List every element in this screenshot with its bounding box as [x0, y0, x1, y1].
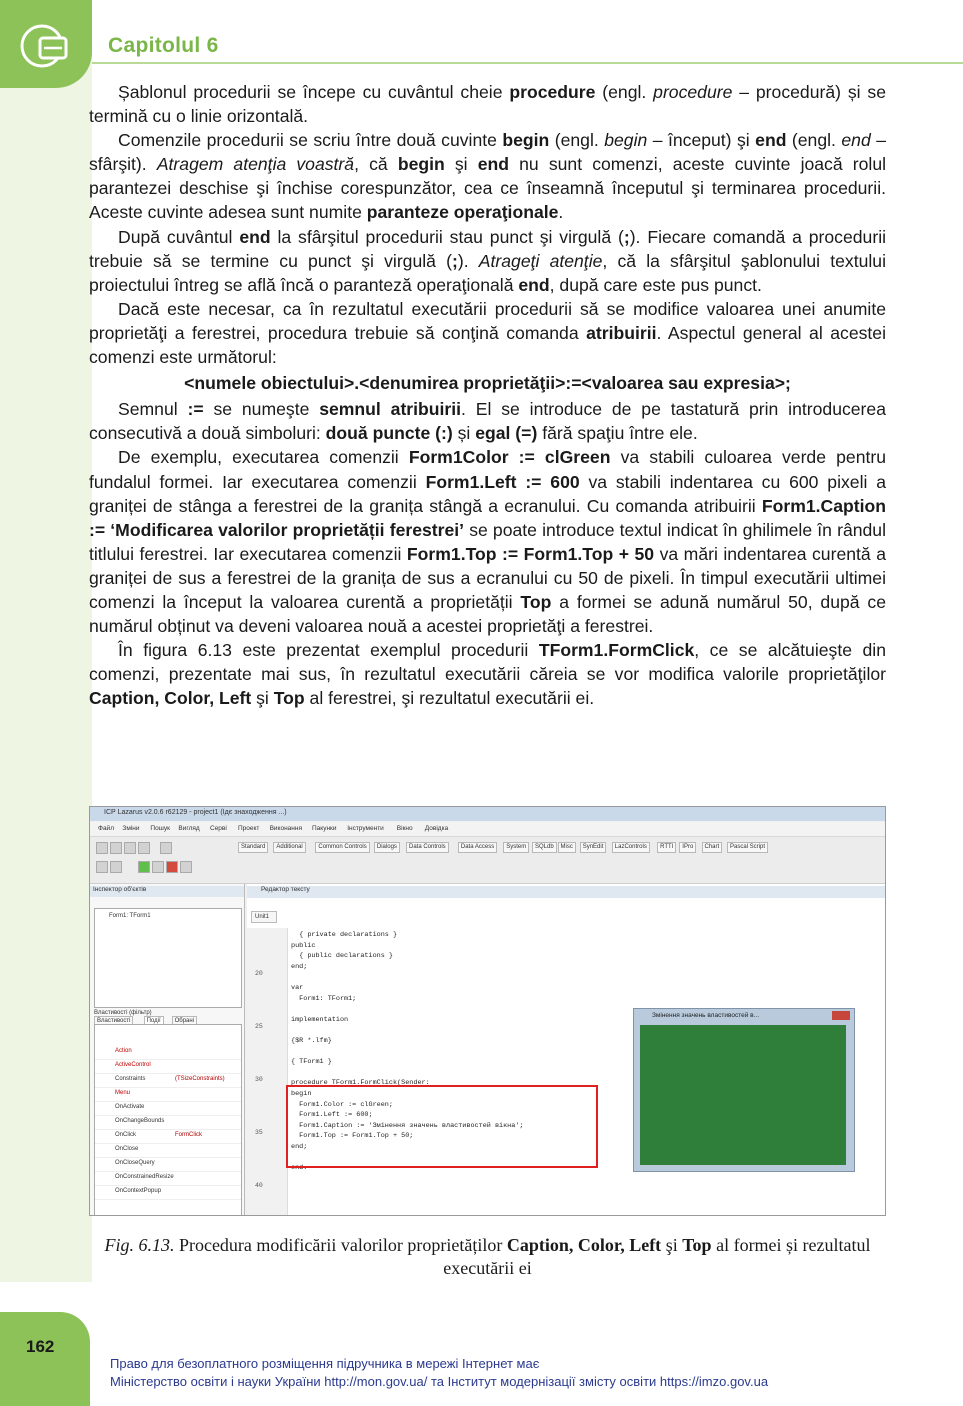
stop-icon	[166, 861, 178, 873]
event-row[interactable]	[95, 1045, 241, 1060]
ide-toolbar	[90, 837, 885, 884]
menu-item[interactable]: Виконання	[269, 825, 302, 832]
form-client-area	[640, 1025, 846, 1165]
event-name: OnConstrainedResize	[115, 1174, 174, 1180]
form-title: Змінення значень властивостей в...	[652, 1012, 760, 1019]
new-file-icon	[96, 842, 108, 854]
event-row[interactable]	[95, 1171, 241, 1186]
paragraph-group-1	[89, 80, 886, 369]
footer-line-2: Міністерство освіти і науки України http://mon.gov.ua/ та Інститут модернізації змісту освіти https://imzo.gov.ua	[110, 1374, 769, 1389]
menu-item[interactable]: Вигляд	[178, 825, 200, 832]
object-inspector	[90, 884, 245, 1216]
save-all-icon	[138, 842, 150, 854]
event-name: OnClose	[115, 1146, 139, 1152]
event-value: FormClick	[175, 1132, 202, 1138]
event-row[interactable]	[95, 1115, 241, 1130]
event-row[interactable]	[95, 1185, 241, 1200]
event-row[interactable]	[95, 1101, 241, 1116]
palette-tab[interactable]: SynEdit	[580, 842, 607, 853]
tree-item: Form1: TForm1	[109, 913, 151, 919]
palette-tab[interactable]: Additional	[273, 842, 305, 853]
paragraph-b-3: În figura 6.13 este prezentat exemplul procedurii TForm1.FormClick, ce se alcătuieşte din comenzi, prezentate mai sus, în rezultatul executării căreia se vor modifica valorile proprietăţilor Caption, Color, Left şi Top al ferestrei, şi rezultatul executării ei.	[89, 640, 886, 709]
syntax-line: <numele obiectului>.<denumirea proprietăţii>:=<valoarea sau expresia>;	[184, 373, 791, 394]
save-icon	[124, 842, 136, 854]
menu-item[interactable]: Проект	[238, 825, 260, 832]
editor-title: Редактор тексту	[247, 886, 886, 898]
filter-label: Властивості (фільтр)	[94, 1010, 152, 1016]
menu-item[interactable]: Довідка	[424, 825, 449, 832]
menu-item[interactable]: Серві	[210, 825, 227, 832]
menu-item[interactable]: Інструменти	[347, 825, 384, 832]
event-name: OnActivate	[115, 1104, 145, 1110]
palette-tab[interactable]: Misc	[558, 842, 576, 853]
inspector-tab[interactable]: Події	[144, 1016, 164, 1027]
event-name: OnChangeBounds	[115, 1118, 165, 1124]
inspector-title: Інспектор об'єктів	[90, 886, 244, 897]
form-icon	[160, 842, 172, 854]
component-tree	[94, 908, 242, 1008]
line-gutter	[247, 928, 288, 1216]
palette-tab[interactable]: Chart	[702, 842, 723, 853]
ide-titlebar	[90, 807, 885, 821]
palette-tab[interactable]: LazControls	[612, 842, 650, 853]
inspector-tab[interactable]: Обрані	[172, 1016, 197, 1027]
line-number: 40	[255, 1182, 263, 1189]
event-row[interactable]	[95, 1059, 241, 1074]
events-grid	[94, 1024, 242, 1216]
menu-item[interactable]: Вікно	[396, 825, 413, 832]
footer-notice	[110, 1355, 950, 1391]
ide-screenshot-figure	[89, 806, 886, 1216]
menu-item[interactable]: Файл	[98, 825, 114, 832]
event-row[interactable]	[95, 1073, 241, 1088]
event-value: (TSizeConstraints)	[175, 1076, 225, 1082]
palette-tab[interactable]: Dialogs	[374, 842, 400, 853]
palette-tab[interactable]: Common Controls	[315, 842, 369, 853]
event-name: ActiveControl	[115, 1062, 151, 1068]
highlight-box	[286, 1085, 598, 1168]
palette-tab[interactable]: SQLdb	[532, 842, 557, 853]
palette-tab[interactable]: Data Access	[458, 842, 497, 853]
ide-window-title: ІСР Lazarus v2.0.6 r62129 - project1 (Ідє знаходження ...)	[104, 809, 287, 816]
line-number: 25	[255, 1023, 263, 1030]
palette-tab[interactable]: IPro	[679, 842, 696, 853]
paragraph-b-1: Semnul := se numeşte semnul atribuirii. El se introduce de pe tastatură prin introducerea consecutivă a două simboluri: două puncte (:) și egal (=) fără spaţiu între ele.	[89, 399, 886, 444]
open-icon	[110, 842, 122, 854]
menu-item[interactable]: Зміни	[122, 825, 140, 832]
computer-icon	[18, 22, 70, 70]
editor-tab: Unit1	[251, 911, 277, 923]
paragraph-2: Comenzile procedurii se scriu între două cuvinte begin (engl. begin – început) şi end (engl. end – sfârşit). Atragem atenţia voastră, că begin şi end nu sunt comenzi, aceste cuvinte joacă rolul parantezei deschise şi închise corespunzător, cea ce înseamnă începutul şi terminarea procedurii. Aceste cuvinte adesea sunt numite paranteze operaţionale.	[89, 130, 887, 223]
palette-tab[interactable]: Pascal Script	[727, 842, 768, 853]
run-icon	[138, 861, 150, 873]
event-name: OnContextPopup	[115, 1188, 162, 1194]
line-number: 20	[255, 970, 263, 977]
event-row[interactable]	[95, 1129, 241, 1144]
paragraph-3: După cuvântul end la sfârşitul procedurii stau punct şi virgulă (;). Fiecare comandă a procedurii trebuie să se termine cu punct şi virgulă (;). Atrageţi atenţie, că la sfârşitul şablonului textului proiectului întreg se află încă o paranteză operaţională end, după care este pus punct.	[89, 226, 887, 295]
palette-tab[interactable]: RTTI	[657, 842, 676, 853]
figure-label: Fig. 6.13.	[104, 1235, 175, 1255]
menu-item[interactable]: Пакунки	[312, 825, 337, 832]
event-row[interactable]	[95, 1157, 241, 1172]
figure-caption: Fig. 6.13. Procedura modificării valorilor proprietăților Caption, Color, Left şi Top al formei și rezultatul executării ei	[104, 1235, 871, 1278]
chapter-corner-tab	[0, 0, 92, 88]
paragraph-group-2	[89, 397, 886, 710]
running-form-window	[633, 1008, 855, 1172]
step-icon	[180, 861, 192, 873]
ide-menubar	[90, 822, 885, 837]
body-text	[89, 80, 886, 710]
event-name: Menu	[115, 1090, 131, 1096]
event-row[interactable]	[95, 1143, 241, 1158]
palette-tab[interactable]: System	[503, 842, 529, 853]
paragraph-4: Dacă este necesar, ca în rezultatul executării procedurii să se modifice valoarea unei anumite proprietăţi a ferestrei, procedura trebuie să conţină comanda atribuirii. Aspectul general al acestei comenzi este următorul:	[89, 298, 886, 368]
palette-tab[interactable]: Standard	[238, 842, 268, 853]
palette-tab[interactable]: Data Controls	[406, 842, 449, 853]
line-number: 35	[255, 1129, 263, 1136]
event-name: OnCloseQuery	[115, 1160, 155, 1166]
pause-icon	[152, 861, 164, 873]
line-number: 30	[255, 1076, 263, 1083]
paragraph-b-2: De exemplu, executarea comenzii Form1Color := clGreen va stabili culoarea verde pentru fundalul formei. Iar executarea comenzii Form1.Left := 600 va stabili indentarea cu 600 pixeli a graniței de stânga a ferestrei de la granița stângă a ecranului. Cu comanda atribuirii Form1.Caption := ‘Modificarea valorilor proprietății ferestrei’ se poate introduce textul indicat în ghilimele în rândul titlului ferestrei. Iar executarea comenzii Form1.Top := Form1.Top + 50 va mări indentarea curentă a graniței de sus a ferestrei de la granița de sus a ecranului cu 50 de pixeli. În timpul executării ultimei comenzi la început la valoarea curentă a proprietății Top a formei se adună numărul 50, după ce numărul obținut va deveni valoarea nouă a acestei proprietăţi a ferestrei.	[89, 447, 887, 637]
chapter-title: Capitolul 6	[108, 34, 219, 57]
inspector-tab[interactable]: Властивості	[94, 1016, 133, 1027]
header-rule	[92, 62, 963, 64]
event-name: Constraints	[115, 1076, 146, 1082]
page-number-badge	[0, 1312, 90, 1406]
toggle-icon	[110, 861, 122, 873]
page-number: 162	[26, 1337, 55, 1356]
footer-line-1: Право для безоплатного розміщення підручника в мережі Інтернет має	[110, 1356, 540, 1371]
paragraph-1: Șablonul procedurii se începe cu cuvântul cheie procedure (engl. procedure – procedură) și se termină cu o linie orizontală.	[89, 82, 886, 127]
menu-item[interactable]: Пошук	[150, 825, 170, 832]
event-row[interactable]	[95, 1087, 241, 1102]
event-name: Action	[115, 1048, 132, 1054]
close-icon	[832, 1011, 850, 1020]
event-name: OnClick	[115, 1132, 137, 1138]
page-margin-band	[0, 0, 92, 1282]
unit-icon	[96, 861, 108, 873]
code-text: { private declarations } public { public declarations } end; var Form1: TForm1; implementation {$R *.lfm} { TForm1 } procedure TForm1.FormClick(Sender: begin Form1.Color := clGreen; Form1.Left := 600; Form1.Caption := 'Змінення значень властивостей вікна'; Form1.Top := Form1.Top + 50; end; end.	[291, 931, 524, 1173]
